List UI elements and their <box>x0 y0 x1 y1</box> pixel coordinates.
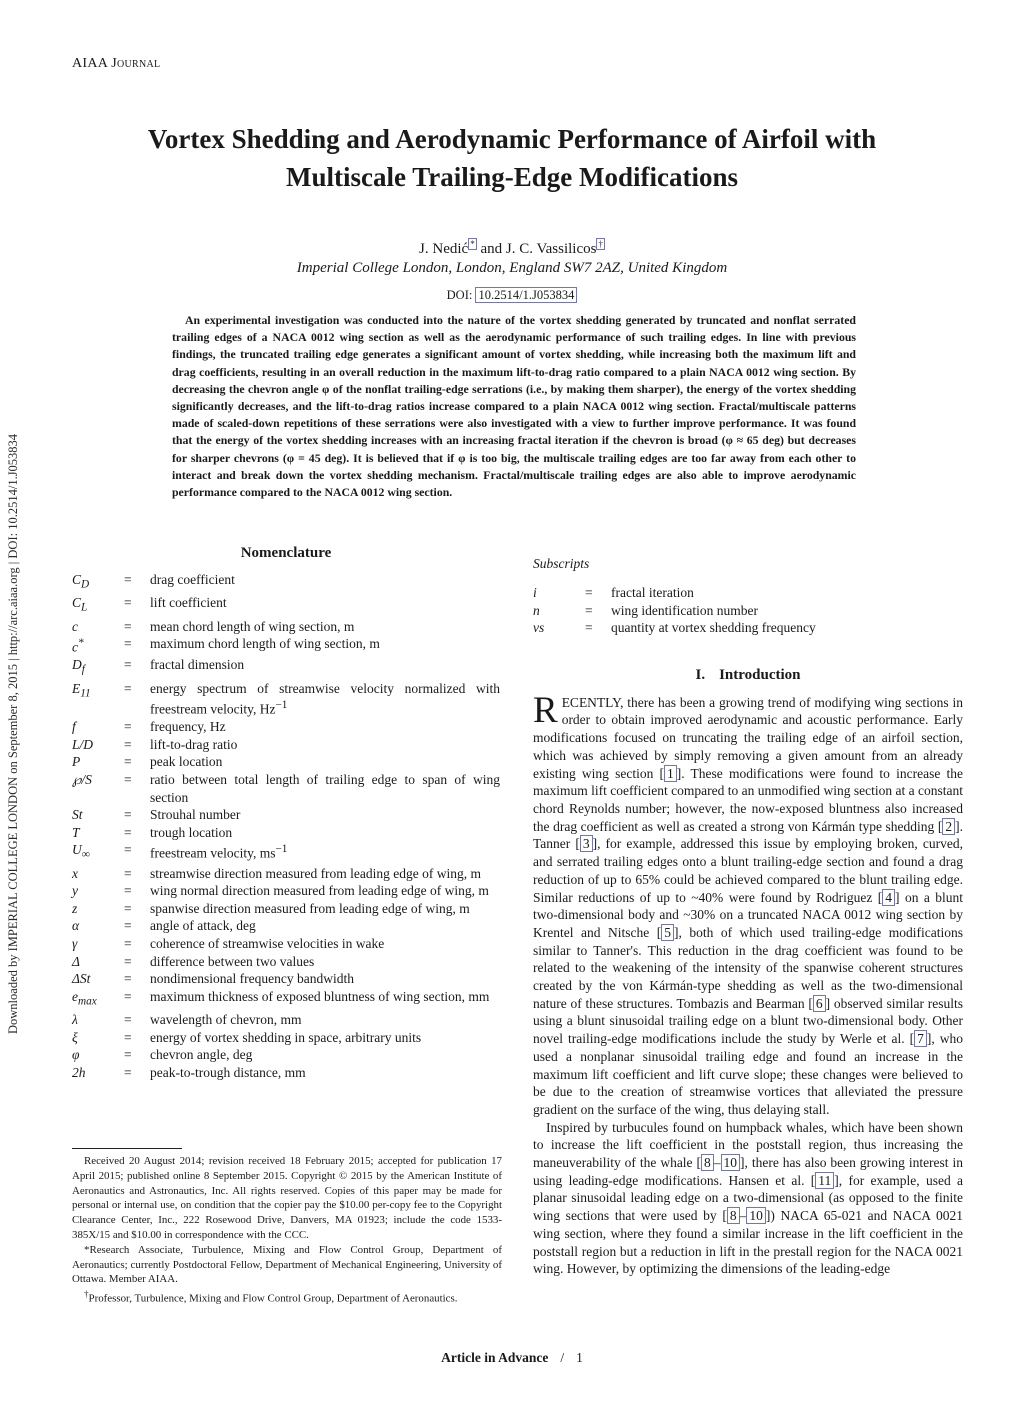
reference-link[interactable]: 1 <box>664 765 677 782</box>
author-1-footnote-link[interactable]: * <box>470 239 475 249</box>
definition-row <box>72 656 500 679</box>
author-2-footnote-link[interactable]: † <box>598 239 603 249</box>
definition-text: ratio between total length of trailing edge to span of wing section <box>150 772 500 805</box>
definition-row <box>72 841 500 864</box>
equals-sign: = <box>124 1029 132 1045</box>
definition-text: fractal iteration <box>611 585 694 600</box>
definition-text: fractal dimension <box>150 657 245 673</box>
definition-text: quantity at vortex shedding frequency <box>611 620 816 636</box>
definition-text: freestream velocity, $ms^{-1}$ <box>150 843 288 861</box>
abstract: An experimental investigation was conducted into the nature of the vortex shedding generated by truncated and nonflat serrated trailing edges of a NACA 0012 wing section as well as the aerodynamic performance of such trailing edges. In line with previous findings, the truncated trailing edge generates a significant amount of vortex shedding, while increasing both the maximum lift and drag coefficients, resulting in an overall reduction in the maximum lift-to-drag ratio compared to a plain NACA 0012 wing section. By decreasing the chevron angle φ of the nonflat trailing-edge serrations (i.e., by making them sharper), the energy of the vortex shedding significantly decreases, and the lift-to-drag ratios increase compared to a plain NACA 0012 wing section. Fractal/multiscale patterns made of scaled-down repetitions of these serrations were also investigated with a view to further improve performance. It was found that the energy of the vortex shedding increases with an increasing fractal iteration if the chevron is broad (φ ≈ 65 deg) but decreases for sharper chevrons (φ = 45 deg). It is believed that if φ is too big, the multiscale trailing edges are too far away from each other to interact and break down the vortex shedding mechanism. Fractal/multiscale trailing edges are also able to improve aerodynamic performance compared to the NACA 0012 wing section. <box>172 313 856 500</box>
symbol: P <box>72 754 81 770</box>
definition-row <box>72 917 500 935</box>
equals-sign: = <box>124 865 132 881</box>
definition-text: peak location <box>150 754 223 770</box>
title-line-1: Vortex Shedding and Aerodynamic Performance of Airfoil with <box>147 124 877 154</box>
symbol: $D_f$ <box>72 657 85 676</box>
drop-cap: R <box>533 689 558 731</box>
definition-row <box>72 1064 500 1082</box>
title-line-2: Multiscale Trailing-Edge Modifications <box>286 162 738 192</box>
symbol: γ <box>72 936 78 952</box>
definition-text: coherence of streamwise velocities in wake <box>150 936 385 952</box>
definition-row <box>72 900 500 918</box>
equals-sign: = <box>124 988 132 1004</box>
definition-row <box>72 680 500 719</box>
symbol: λ <box>72 1012 78 1028</box>
definition-text: drag coefficient <box>150 572 235 587</box>
definition-row <box>533 602 963 620</box>
equals-sign: = <box>124 824 132 840</box>
reference-link[interactable]: 10 <box>746 1207 766 1224</box>
equals-sign: = <box>124 883 132 899</box>
equals-sign: = <box>124 657 132 673</box>
symbol: α <box>72 918 80 934</box>
equals-sign: = <box>124 807 132 823</box>
equals-sign: = <box>124 680 132 696</box>
section-number: I. <box>695 666 706 683</box>
equals-sign: = <box>124 900 132 916</box>
equals-sign: = <box>124 842 132 858</box>
definition-text: nondimensional frequency bandwidth <box>150 971 354 987</box>
definition-text: angle of attack, deg <box>150 918 256 934</box>
journal-name: AIAA Journal <box>72 56 161 71</box>
equals-sign: = <box>124 754 132 770</box>
definition-row <box>72 988 500 1011</box>
definition-row <box>72 953 500 971</box>
definition-row <box>72 753 500 771</box>
reference-link[interactable]: 4 <box>882 889 895 906</box>
author-2: J. C. Vassilicos <box>505 241 597 257</box>
symbol: i <box>533 585 537 600</box>
symbol: ΔSt <box>72 971 91 987</box>
equals-sign: = <box>124 572 132 587</box>
definition-text: energy spectrum of streamwise velocity normalized with freestream velocity, $Hz^{-1}$ <box>150 680 500 717</box>
page-title <box>0 120 1024 196</box>
symbol: ξ <box>72 1029 78 1045</box>
equals-sign: = <box>124 1012 132 1028</box>
subscripts-list <box>533 584 963 637</box>
definition-row <box>72 1046 500 1064</box>
equals-sign: = <box>124 936 132 952</box>
article-in-advance-label: Article in Advance <box>441 1350 549 1365</box>
definition-row <box>72 865 500 883</box>
footnote-research-associate: *Research Associate, Turbulence, Mixing and Flow Control Group, Department of Aeronautics; currently Postdoctoral Fellow, Department of Mechanical Engineering, University of Ottawa. Member AIAA. <box>72 1243 502 1286</box>
symbol: y <box>72 883 78 899</box>
definition-row <box>72 718 500 736</box>
definition-row <box>72 935 500 953</box>
page-footer <box>0 1350 1024 1366</box>
equals-sign: = <box>124 953 132 969</box>
definition-text: spanwise direction measured from leading edge of wing, m <box>150 900 470 916</box>
definition-text: trough location <box>150 824 233 840</box>
symbol: x <box>72 865 78 881</box>
introduction-heading <box>533 667 963 684</box>
definition-row <box>533 584 963 602</box>
affiliation: Imperial College London, London, England SW7 2AZ, United Kingdom <box>296 260 728 276</box>
reference-link[interactable]: 5 <box>661 924 674 941</box>
footer-separator: / <box>560 1350 565 1365</box>
symbol: vs <box>533 620 545 636</box>
definition-text: frequency, Hz <box>150 719 226 735</box>
equals-sign: = <box>585 585 593 600</box>
page-number: 1 <box>576 1350 583 1365</box>
definition-text: lift coefficient <box>150 595 227 611</box>
symbol: T <box>72 824 80 840</box>
symbol: L/D <box>72 736 94 752</box>
definition-row <box>72 806 500 824</box>
left-column <box>72 545 500 1081</box>
definition-text: wing normal direction measured from leading edge of wing, m <box>150 883 489 899</box>
equals-sign: = <box>124 719 132 735</box>
reference-link[interactable]: 7 <box>914 1030 927 1047</box>
footnote-rule <box>72 1148 182 1149</box>
footnote-block <box>72 1148 502 1307</box>
reference-link[interactable]: 6 <box>813 995 826 1012</box>
definition-text: energy of vortex shedding in space, arbitrary units <box>150 1029 422 1045</box>
definition-row <box>72 970 500 988</box>
symbol: z <box>72 900 78 916</box>
symbol: c* <box>72 637 84 655</box>
definition-text: wing identification number <box>611 602 758 618</box>
definition-row <box>72 771 500 806</box>
authors <box>0 236 1024 258</box>
definition-row <box>72 618 500 636</box>
right-column <box>533 556 963 1348</box>
symbol: $E_{11}$ <box>72 680 91 700</box>
symbol: φ <box>72 1047 80 1063</box>
author-1: J. Nedić <box>419 241 469 257</box>
equals-sign: = <box>585 602 593 618</box>
equals-sign: = <box>585 620 593 636</box>
definition-row <box>72 635 500 656</box>
definition-text: wavelength of chevron, mm <box>150 1012 302 1028</box>
doi-label: DOI: <box>446 288 476 302</box>
authors-connector: and <box>476 241 506 257</box>
reference-link[interactable]: 10 <box>721 1154 741 1171</box>
reference-link[interactable]: 11 <box>815 1172 834 1189</box>
footnote-received: Received 20 August 2014; revision received 18 February 2015; accepted for publication 17 April 2015; published online 8 September 2015. Copyright © 2015 by the American Institute of Aeronautics and Astronautics, Inc. All rights reserved. Copies of this paper may be made for personal or internal use, on condition that the copier pay the $10.00 per-copy fee to the Copyright Clearance Center, Inc., 222 Rosewood Drive, Danvers, MA 01923; include the code 1533-385X/15 and $10.00 in correspondence with the CCC. <box>72 1155 502 1241</box>
definition-text: streamwise direction measured from leading edge of wing, m <box>150 865 482 881</box>
intro-paragraph-1-text: ECENTLY, there has been a growing trend of modifying wing sections in order to obtain improved aerodynamic and acoustic performance. Early modifications focused on truncating the trailing edge of an airfoil section, which was achieved by simply removing a given amount from an already existing wing section [ 1 ]. These modifications were found to increase the maximum lift coefficient compared to an unmodified wing section at a constant chord Reynolds number; however, the now-exposed bluntness also increased the drag coefficient as well as created a strong von Kármán type shedding [ 2 ]. Tanner [ 3 ], for example, addressed this issue by employing broken, curved, and serrated trailing edges onto a blunt trailing-edge section and found a drag reduction of up to 65% could be achieved compared to the blunt trailing edge. Similar reductions of up to ~40% were found by Rodriguez [ 4 ] on a blunt two-dimensional body and ~30% on a truncated NACA 0012 wing section by Krentel and Nitsche [ 5 ], both of which used trailing-edge modifications similar to Tanner's. This reduction in the drag coefficient was found to be related to the weakening of the intensity of the spanwise coherent structures created by the von Kármán-type shedding as well as the two-dimensional nature of these structures. Tombazis and Bearman [ 6 ] observed similar results using a blunt sinusoidal trailing edge on a blunt two-dimensional body. Other novel trailing-edge modifications include the study by Werle et al. [ 7 ], who used a nonplanar sinusoidal trailing edge and found an increase in the maximum lift coefficient and lift curve slope; these changes were believed to be due to the creation of streamwise vortices that alleviated the pressure gradient on the surface of the wing, thus delaying stall. <box>533 694 963 1117</box>
definition-text: maximum chord length of wing section, m <box>150 636 380 652</box>
symbol: 2h <box>72 1064 86 1080</box>
symbol: n <box>533 602 540 618</box>
definition-text: maximum thickness of exposed bluntness of wing section, mm <box>150 988 490 1004</box>
nomenclature-heading: Nomenclature <box>240 545 332 561</box>
reference-link[interactable]: 8 <box>701 1154 714 1171</box>
definition-row <box>72 594 500 617</box>
nomenclature-list <box>72 571 500 1081</box>
download-watermark: Downloaded by IMPERIAL COLLEGE LONDON on September 8, 2015 | http://arc.aiaa.org | DOI: 10.2514/1.J053834 <box>6 433 20 1034</box>
equals-sign: = <box>124 595 132 611</box>
doi-line <box>0 288 1024 303</box>
symbol: St <box>72 807 83 823</box>
footnote-professor: †Professor, Turbulence, Mixing and Flow Control Group, Department of Aeronautics. <box>84 1289 458 1305</box>
symbol: $C_D$ <box>72 572 90 591</box>
equals-sign: = <box>124 1064 132 1080</box>
equals-sign: = <box>124 736 132 752</box>
doi-link[interactable]: 10.2514/1.J053834 <box>475 287 577 303</box>
intro-paragraph-2: Inspired by turbucules found on humpback whales, which have been shown to increase the lift coefficient in the poststall region, thus increasing the maneuverability of the whale [ 8 – 10 ], there has also been growing interest in using leading-edge modifications. Hansen et al. [ 11 ], for example, used a planar sinusoidal leading edge on a two-dimensional (as opposed to the finite wing sections that were used by [ 8 – 10 ]) NACA 65-021 and NACA 0021 wing section, where they found a similar increase in the lift coefficient in the poststall region but a reduction in lift in the prestall region for the NACA 0021 wing. However, by optimizing the dimensions of the leading-edge <box>533 1119 963 1277</box>
definition-text: Strouhal number <box>150 807 241 823</box>
symbol: $C_L$ <box>72 595 88 614</box>
definition-text: peak-to-trough distance, mm <box>150 1064 306 1080</box>
definition-text: chevron angle, deg <box>150 1047 253 1063</box>
definition-row <box>72 824 500 842</box>
symbol: ℘/S <box>72 772 92 787</box>
equals-sign: = <box>124 1047 132 1063</box>
symbol: f <box>72 719 76 735</box>
section-title: Introduction <box>719 666 801 683</box>
definition-row <box>72 736 500 754</box>
definition-row <box>533 619 963 637</box>
equals-sign: = <box>124 618 132 634</box>
definition-row <box>72 882 500 900</box>
definition-row <box>72 1029 500 1047</box>
equals-sign: = <box>124 772 132 787</box>
symbol: $e_{max}$ <box>72 988 97 1008</box>
intro-paragraph-1 <box>533 689 963 1119</box>
equals-sign: = <box>124 918 132 934</box>
symbol: c <box>72 618 78 634</box>
equals-sign: = <box>124 636 132 652</box>
definition-row <box>72 1011 500 1029</box>
definition-text: difference between two values <box>150 953 315 969</box>
equals-sign: = <box>124 971 132 987</box>
reference-link[interactable]: 3 <box>580 835 593 852</box>
symbol: $U_\infty$ <box>72 842 90 862</box>
definition-text: mean chord length of wing section, m <box>150 618 355 634</box>
reference-link[interactable]: 8 <box>727 1207 740 1224</box>
definition-text: lift-to-drag ratio <box>150 736 238 752</box>
reference-link[interactable]: 2 <box>942 818 955 835</box>
definition-row <box>72 571 500 594</box>
symbol: Δ <box>72 953 80 969</box>
subscripts-heading: Subscripts <box>533 556 590 571</box>
